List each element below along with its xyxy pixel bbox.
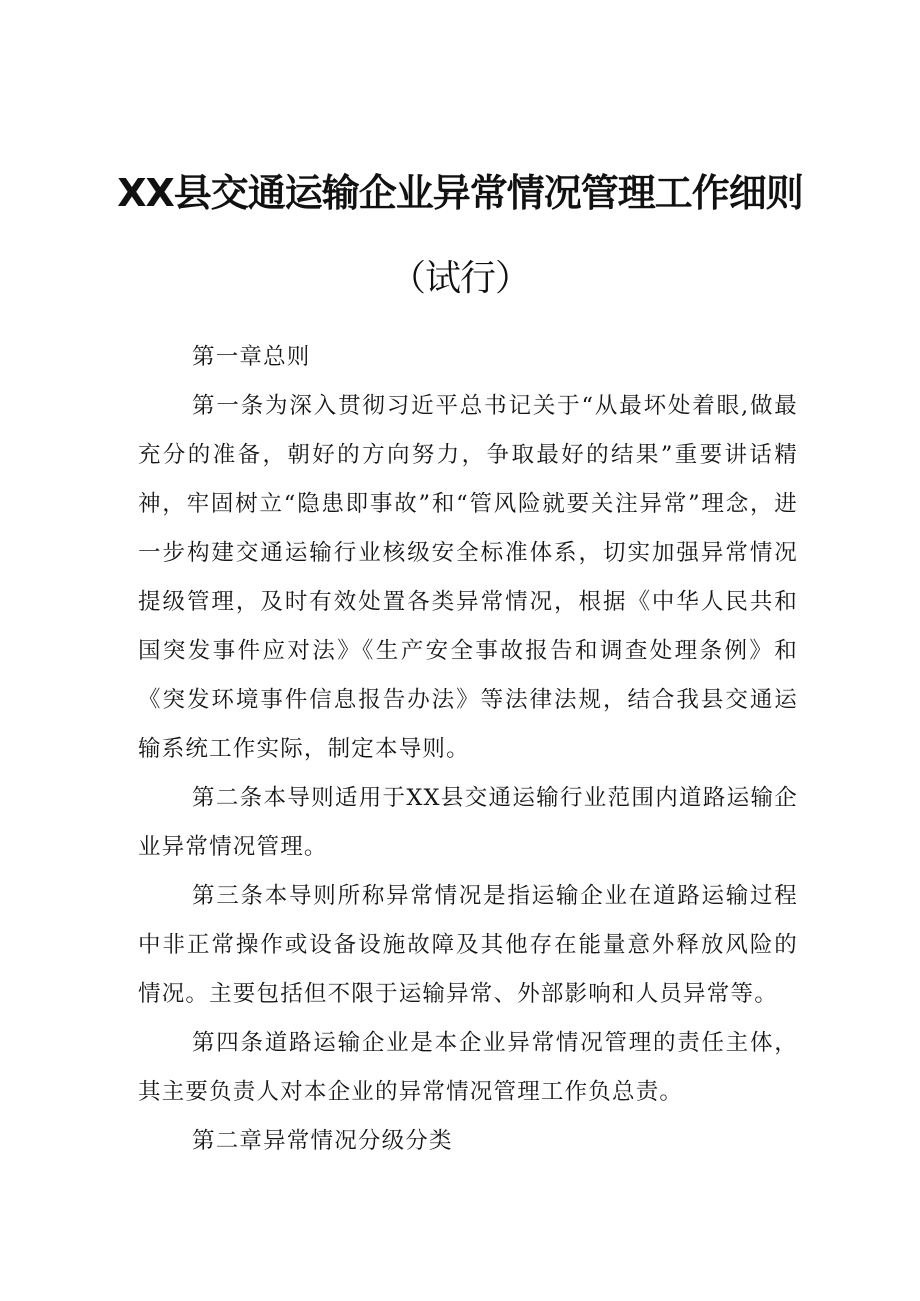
article-paragraph: 第二条本导则适用于XX县交通运输行业范围内道路运输企业异常情况管理。 <box>138 785 798 860</box>
article-paragraph: 第一条为深入贯彻习近平总书记关于“从最坏处着眼,做最充分的准备，朝好的方向努力，争取最好的结果”重要讲话精神，牢固树立“隐患即事故”和“管风险就要关注异常”理念，进一步构建交通运输行业核级安全标准体系，切实加强异常情况提级管理，及时有效处置各类异常情况，根据《中华人民共和国突发事件应对法》《生产安全事故报告和调查处理条例》和《突发环境事件信息报告办法》等法律法规，结合我县交通运输系统工作实际，制定本导则。 <box>138 393 798 762</box>
document-title: XX县交通运输企业异常情况管理工作细则 <box>117 171 803 215</box>
chapter-heading: 第二章异常情况分级分类 <box>192 1128 453 1154</box>
document-body <box>138 333 798 1166</box>
document-subtitle: （试行） <box>389 258 530 299</box>
article-paragraph: 第四条道路运输企业是本企业异常情况管理的责任主体，其主要负责人对本企业的异常情况管理工作负总责。 <box>138 1030 798 1105</box>
chapter-heading: 第一章总则 <box>192 344 311 370</box>
article-paragraph: 第三条本导则所称异常情况是指运输企业在道路运输过程中非正常操作或设备设施故障及其他存在能量意外释放风险的情况。主要包括但不限于运输异常、外部影响和人员异常等。 <box>138 883 798 1007</box>
